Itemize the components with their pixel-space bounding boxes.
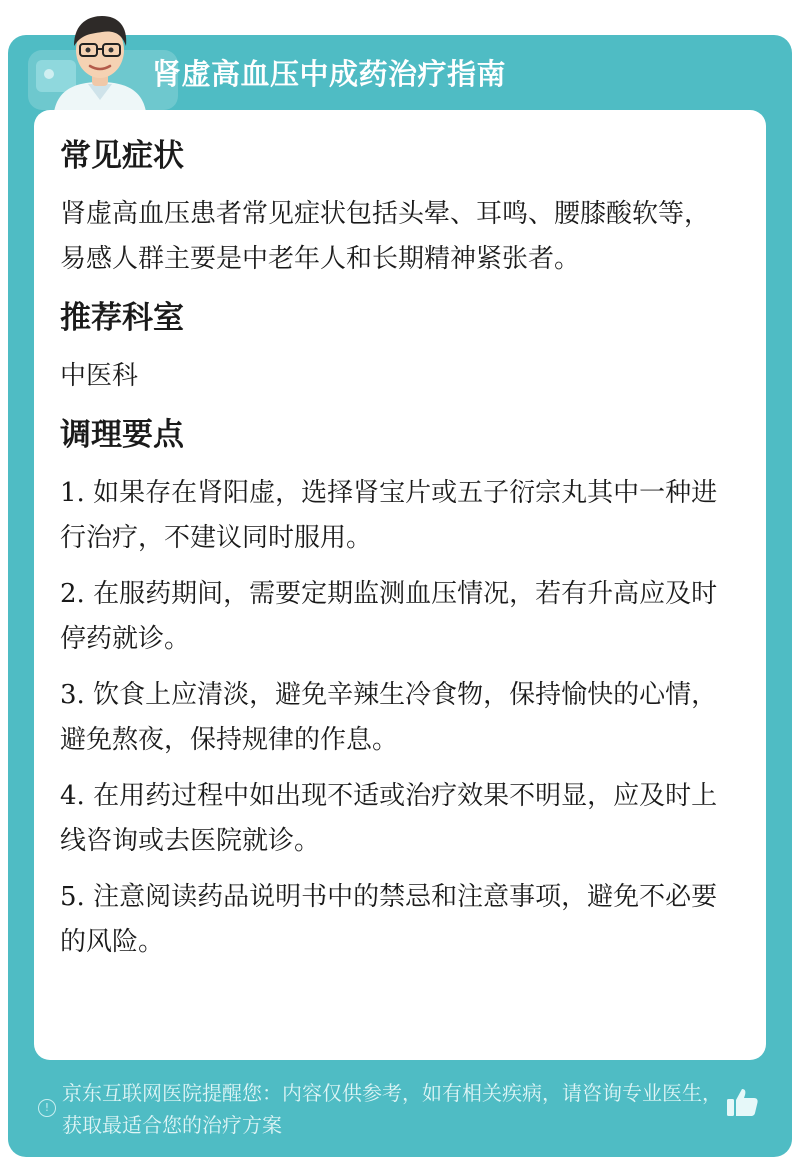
section-body: 肾虚高血压患者常见症状包括头晕、耳鸣、腰膝酸软等，易感人群主要是中老年人和长期精神紧张者。 xyxy=(60,199,711,274)
item-number: 4. xyxy=(60,781,85,811)
item-text: 在服药期间，需要定期监测血压情况，若有升高应及时停药就诊。 xyxy=(60,579,718,654)
list-item xyxy=(60,875,730,965)
section-title: 常见症状 xyxy=(60,138,184,174)
item-number: 2. xyxy=(60,579,85,609)
item-text: 如果存在肾阳虚，选择肾宝片或五子衍宗丸其中一种进行治疗，不建议同时服用。 xyxy=(60,478,718,553)
section-department xyxy=(60,296,730,399)
section-title: 调理要点 xyxy=(60,417,184,453)
list-item xyxy=(60,673,730,763)
doctor-avatar xyxy=(48,8,152,112)
list-item xyxy=(60,471,730,561)
item-text: 在用药过程中如出现不适或治疗效果不明显，应及时上线咨询或去医院就诊。 xyxy=(60,781,718,856)
item-number: 1. xyxy=(60,478,85,508)
item-text: 注意阅读药品说明书中的禁忌和注意事项，避免不必要的风险。 xyxy=(60,882,718,957)
section-body: 中医科 xyxy=(60,361,139,391)
section-tips xyxy=(60,413,730,965)
list-item xyxy=(60,774,730,864)
section-symptoms xyxy=(60,134,730,282)
item-text: 饮食上应清淡，避免辛辣生冷食物，保持愉快的心情，避免熬夜，保持规律的作息。 xyxy=(60,680,718,755)
footer-disclaimer: 京东互联网医院提醒您：内容仅供参考，如有相关疾病，请咨询专业医生，获取最适合您的治疗方案 xyxy=(62,1081,722,1137)
page-title: 肾虚高血压中成药治疗指南 xyxy=(152,57,507,91)
list-item xyxy=(60,572,730,662)
guide-content xyxy=(60,134,730,976)
item-number: 3. xyxy=(60,680,85,710)
section-title: 推荐科室 xyxy=(60,300,184,336)
item-number: 5. xyxy=(60,882,85,912)
thumbs-up-icon[interactable] xyxy=(724,1084,760,1120)
info-icon: ! xyxy=(38,1099,56,1117)
